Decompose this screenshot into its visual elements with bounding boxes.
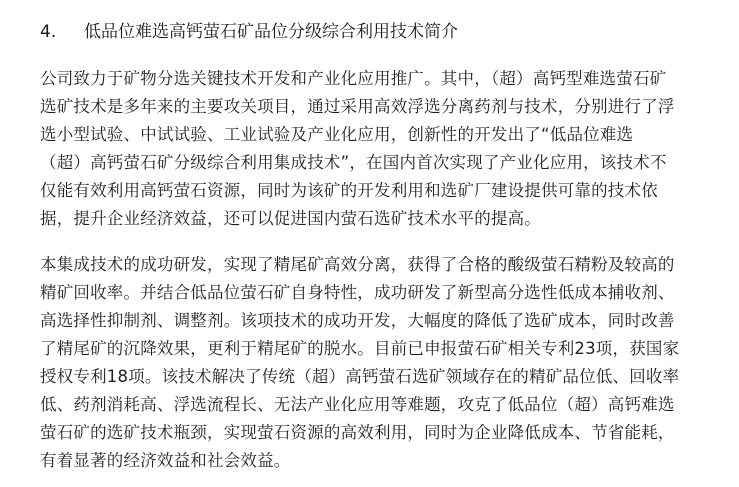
paragraph-line: 选小型试验、中试试验、工业试验及产业化应用，创新性的开发出了“低品位难选 xyxy=(40,125,634,144)
section-number: 4. xyxy=(40,22,57,42)
paragraph-line: 高选择性抑制剂、调整剂。该项技术的成功开发，大幅度的降低了选矿成本，同时改善 xyxy=(40,311,675,330)
paragraph-line: 选矿技术是多年来的主要攻关项目，通过采用高效浮选分离药剂与技术，分别进行了浮 xyxy=(40,97,675,116)
paragraph-line: 低、药剂消耗高、浮选流程长、无法产业化应用等难题，攻克了低品位（超）高钙难选 xyxy=(40,395,675,414)
paragraph-line: 本集成技术的成功研发，实现了精尾矿高效分离，获得了合格的酸级萤石精粉及较高的 xyxy=(40,255,675,274)
paragraph-line: 有着显著的经济效益和社会效益。 xyxy=(40,451,291,470)
paragraph-line: 据，提升企业经济效益，还可以促进国内萤石选矿技术水平的提高。 xyxy=(40,209,541,228)
section-heading xyxy=(40,20,713,44)
section-title: 低品位难选高钙萤石矿品位分级综合利用技术简介 xyxy=(84,22,458,42)
paragraph-line: 了精尾矿的沉降效果，更利于精尾矿的脱水。目前已申报萤石矿相关专利23项，获国家 xyxy=(40,339,680,358)
paragraph-line: 仅能有效利用高钙萤石资源，同时为该矿的开发利用和选矿厂建设提供可靠的技术依 xyxy=(40,181,658,200)
paragraph-line: 萤石矿的选矿技术瓶颈，实现萤石资源的高效利用，同时为企业降低成本、节省能耗， xyxy=(40,423,675,442)
paragraph-line: 精矿回收率。并结合低品位萤石矿自身特性，成功研发了新型高分选性低成本捕收剂、 xyxy=(40,283,675,302)
paragraph-line: 授权专利18项。该技术解决了传统（超）高钙萤石选矿领域存在的精矿品位低、回收率 xyxy=(40,367,680,386)
paragraph-results xyxy=(40,251,713,475)
paragraph-intro xyxy=(40,65,713,233)
paragraph-line: 公司致力于矿物分选关键技术开发和产业化应用推广。其中，（超）高钙型难选萤石矿 xyxy=(40,69,667,88)
paragraph-line: （超）高钙萤石矿分级综合利用集成技术”，在国内首次实现了产业化应用，该技术不 xyxy=(40,153,667,172)
